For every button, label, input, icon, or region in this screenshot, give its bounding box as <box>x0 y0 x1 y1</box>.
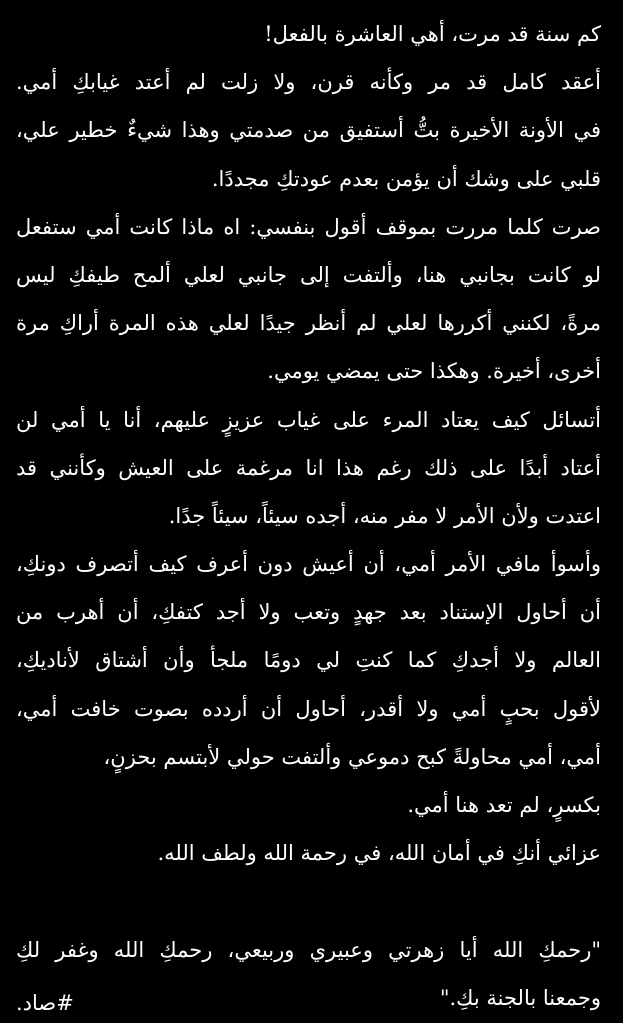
post-line-11: اعتدت ولأن الأمر لا مفر منه، أجده سيئاً، سيئاً جدًا. <box>168 503 601 528</box>
post-line-16: أمي، أمي محاولةً كبح دموعي وألتفت حولي لأبتسم بحزنٍ، <box>103 744 601 769</box>
quote-line-2: وجمعنا بالجنة بكِ." <box>439 985 601 1010</box>
post-body <box>16 10 601 1022</box>
post-line-15: لأقول بحبٍ أمي ولا أقدر، أحاول أن أردده بصوت خافت أمي، <box>16 696 601 721</box>
post-line-3: في الأونة الأخيرة بتُّ أستفيق من صدمتي وهذا شيءٌ خطير علي، <box>16 118 601 143</box>
post-line-6: لو كانت بجانبي هنا، وألتفت إلى جانبي لعلي ألمح طيفكِ ليس <box>16 262 601 287</box>
post-line-4: قلبي على وشك أن يؤمن بعدم عودتكِ مجددًا. <box>211 166 601 191</box>
post-line-5: صرت كلما مررت بموقف أقول بنفسي: اه ماذا كانت أمي ستفعل <box>16 214 601 239</box>
post-line-1: كم سنة قد مرت، أهي العاشرة بالفعل! <box>264 22 601 46</box>
post-line-12: وأسوأ مافي الأمر أمي، أن أعيش دون أعرف كيف أتصرف دونكِ، <box>16 552 601 577</box>
post-line-9: أتسائل كيف يعتاد المرء على غياب عزيزٍ عليهم، أنا يا أمي لن <box>16 407 601 432</box>
post-line-13: أن أحاول الإستناد بعد جهدٍ وتعب ولا أجد كتفكِ، أن أهرب من <box>16 600 601 625</box>
post-line-18: عزائي أنكِ في أمان الله، في رحمة الله ولطف الله. <box>157 841 601 866</box>
signature-hashtag: #صاد. <box>16 991 74 1015</box>
post-line-8: أخرى، أخيرة. وهكذا حتى يمضي يومي. <box>267 359 601 384</box>
post-line-10: أعتاد أبدًا على ذلك رغم هذا انا مرغمة على العيش وكأنني قد <box>16 455 601 480</box>
post-line-17: بكسرٍ، لم تعد هنا أمي. <box>407 793 601 817</box>
post-line-2: أعقد كامل قد مر وكأنه قرن، ولا زلت لم أعتد غيابكِ أمي. <box>16 70 601 95</box>
blank-line <box>16 877 601 925</box>
post-line-7: مرةً، لكنني أكررها لعلي لم أنظر جيدًا لعلي هذه المرة أراكِ مرة <box>16 311 601 336</box>
post-line-14: العالم ولا أجدكِ كما كنتِ لي دومًا ملجأ وأن أشتاق لأناديكِ، <box>16 648 601 673</box>
quote-line-1: "رحمكِ الله أيا زهرتي وعبيري وربيعي، رحمكِ الله وغفر لكِ <box>16 937 601 962</box>
